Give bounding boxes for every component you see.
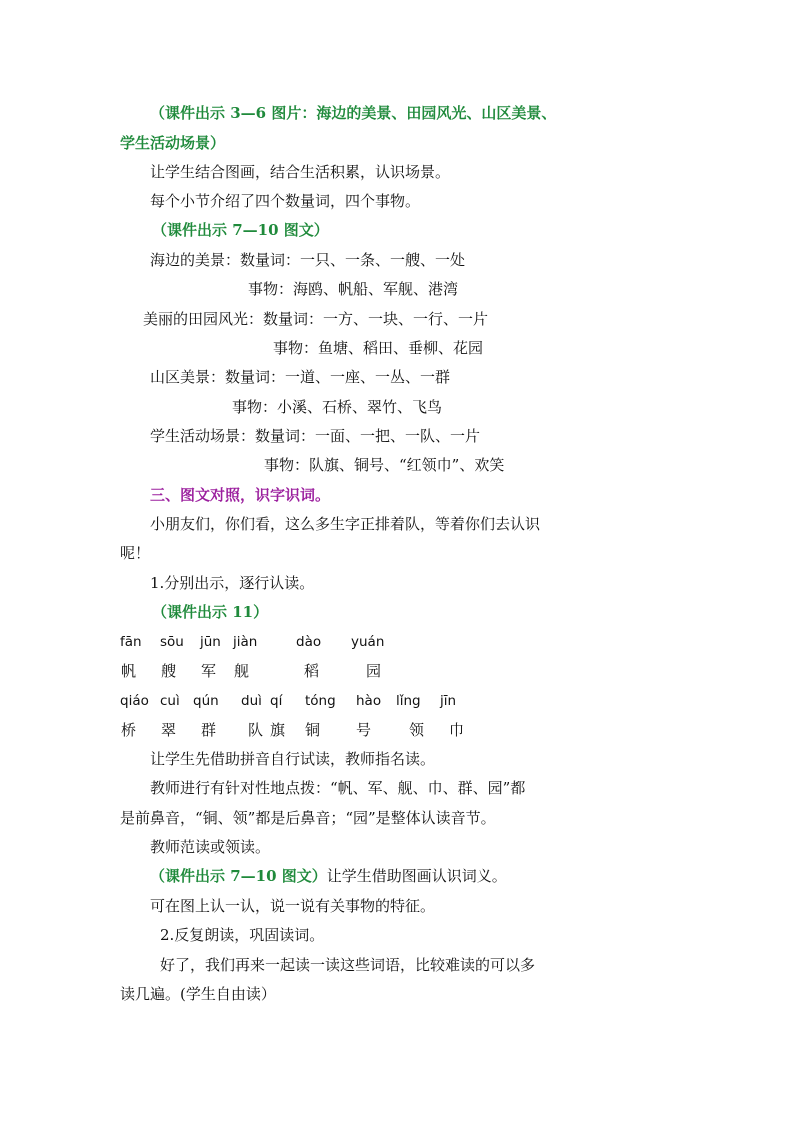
scene-objects: 事物：海鸥、帆船、军舰、港湾	[248, 280, 459, 298]
hanzi: 旗	[270, 721, 286, 739]
courseware-label: （课件出示 7—10 图文）	[150, 867, 327, 885]
hanzi: 舰	[234, 662, 250, 680]
paragraph-line: 呢！	[120, 544, 151, 562]
hanzi: 帆	[121, 662, 137, 680]
line-courseware-3-6-cont: 学生活动场景）	[120, 134, 226, 152]
courseware-label: （课件出示 3—6 图片：	[150, 104, 317, 122]
hanzi: 军	[201, 662, 217, 680]
scene-quantifiers: 学生活动场景：数量词：一面、一把、一队、一片	[150, 427, 481, 445]
hanzi: 艘	[161, 662, 177, 680]
paragraph-line: 让学生结合图画，结合生活积累，认识场景。	[150, 163, 451, 181]
pinyin: lǐng	[396, 693, 421, 709]
pinyin: sōu	[160, 634, 184, 650]
hanzi: 铜	[305, 721, 321, 739]
pinyin: dào	[296, 634, 322, 650]
scene-objects: 事物：鱼塘、稻田、垂柳、花园	[273, 339, 484, 357]
hanzi: 园	[366, 662, 382, 680]
paragraph-line: 每个小节介绍了四个数量词，四个事物。	[150, 192, 421, 210]
pinyin: jiàn	[233, 634, 258, 650]
paragraph-line: 好了，我们再来一起读一读这些词语，比较难读的可以多	[160, 956, 536, 974]
step-heading: 2.反复朗读，巩固读词。	[160, 926, 325, 944]
pinyin: duì	[241, 693, 262, 709]
pinyin: qí	[270, 693, 283, 709]
pinyin: jūn	[200, 634, 221, 650]
hanzi: 桥	[121, 721, 137, 739]
pinyin: yuán	[351, 634, 385, 650]
pinyin: jīn	[440, 693, 457, 709]
hanzi: 稻	[304, 662, 320, 680]
line-courseware-7-10	[150, 866, 507, 886]
line-courseware-3-6	[150, 103, 556, 123]
scene-quantifiers: 海边的美景：数量词：一只、一条、一艘、一处	[150, 251, 466, 269]
paragraph-line: 小朋友们，你们看，这么多生字正排着队，等着你们去认识	[150, 515, 541, 533]
paragraph-line: 让学生先借助拼音自行试读，教师指名读。	[150, 750, 436, 768]
paragraph-line: 教师进行有针对性地点拨：“帆、军、舰、巾、群、园”都	[150, 779, 526, 797]
courseware-label-cont: 海边的美景、田园风光、山区美景、	[316, 104, 557, 122]
hanzi: 翠	[161, 721, 177, 739]
pinyin: qiáo	[120, 693, 149, 709]
paragraph-line: 教师范读或领读。	[150, 838, 271, 856]
pinyin: qún	[193, 693, 219, 709]
scene-quantifiers: 山区美景：数量词：一道、一座、一丛、一群	[150, 368, 451, 386]
pinyin: fān	[120, 634, 142, 650]
courseware-label: （课件出示 11）	[152, 603, 269, 621]
hanzi: 队	[248, 721, 264, 739]
pinyin: tóng	[305, 693, 336, 709]
paragraph-text: 让学生借助图画认识词义。	[326, 867, 507, 885]
paragraph-line: 可在图上认一认，说一说有关事物的特征。	[150, 897, 436, 915]
hanzi: 号	[356, 721, 372, 739]
hanzi: 领	[409, 721, 425, 739]
pinyin: hào	[356, 693, 382, 709]
paragraph-line: 读几遍。(学生自由读）	[120, 985, 276, 1003]
hanzi: 巾	[449, 721, 465, 739]
section-heading: 三、图文对照，识字识词。	[150, 486, 331, 504]
hanzi: 群	[201, 721, 217, 739]
paragraph-line: 是前鼻音，“铜、领”都是后鼻音；“园”是整体认读音节。	[120, 809, 496, 827]
courseware-label: （课件出示 7—10 图文）	[152, 221, 329, 239]
step-heading: 1.分别出示，逐行认读。	[150, 574, 315, 592]
scene-objects: 事物：队旗、铜号、“红领巾”、欢笑	[264, 456, 505, 474]
pinyin: cuì	[160, 693, 180, 709]
scene-quantifiers: 美丽的田园风光：数量词：一方、一块、一行、一片	[143, 310, 489, 328]
scene-objects: 事物：小溪、石桥、翠竹、飞鸟	[232, 398, 443, 416]
